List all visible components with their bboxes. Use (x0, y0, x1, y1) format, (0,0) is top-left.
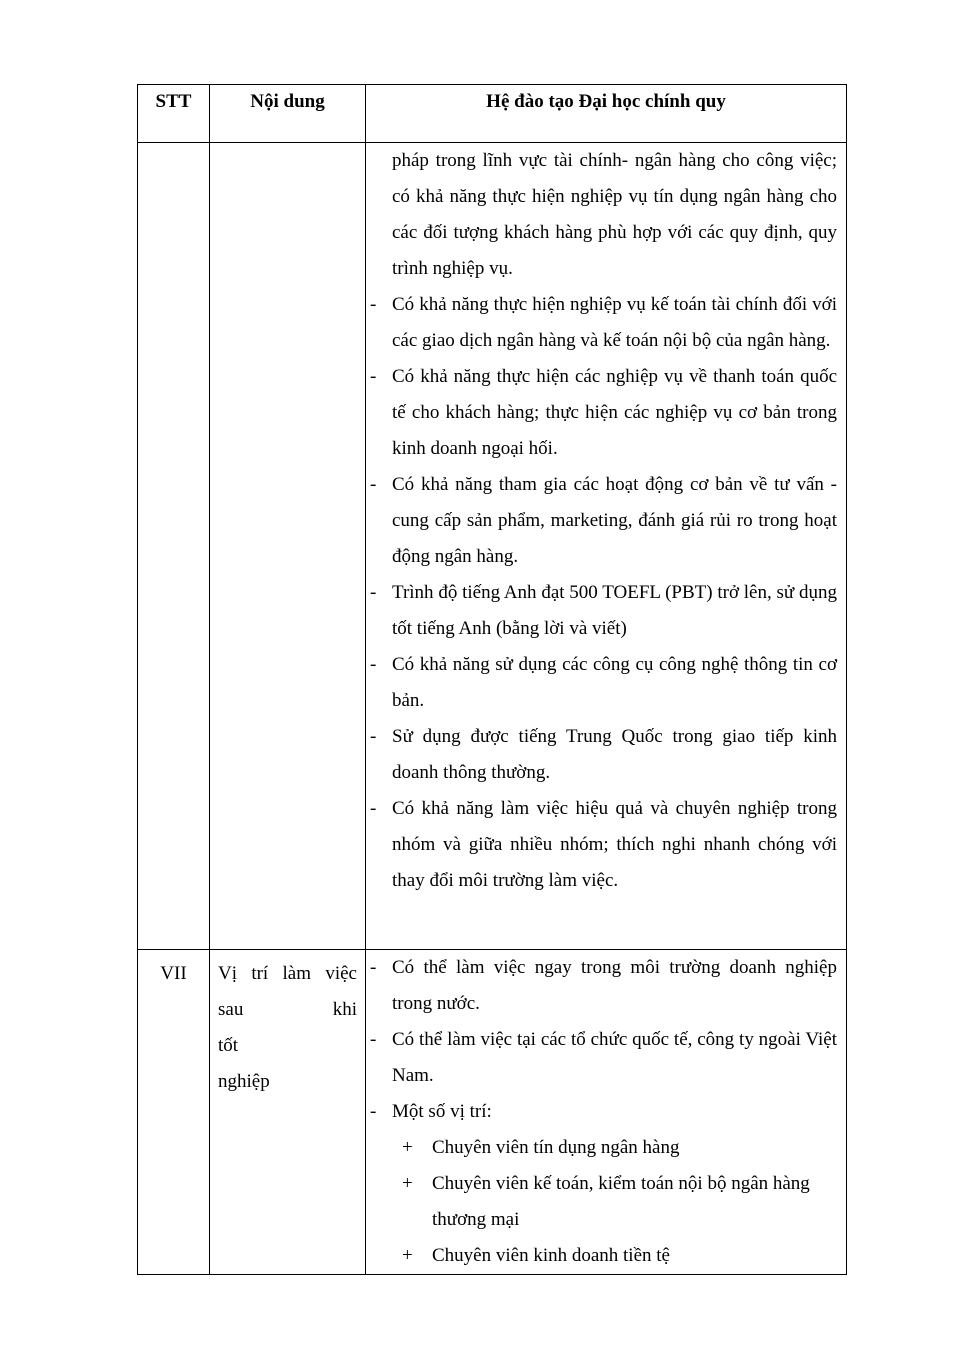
content-line: sau khi tốt (218, 999, 357, 1056)
row1-stt (138, 143, 210, 950)
header-stt: STT (138, 85, 210, 143)
program-table (137, 84, 847, 1275)
content-line: nghiệp (218, 1071, 270, 1092)
header-content: Nội dung (210, 85, 366, 143)
list-item: - Có thể làm việc ngay trong môi trường doanh nghiệp trong nước. (370, 957, 837, 1014)
list-item: - Có khả năng tham gia các hoạt động cơ bản về tư vấn - cung cấp sản phẩm, marketing, đánh giá rủi ro trong hoạt động ngân hàng. (370, 474, 837, 567)
table-row (138, 950, 847, 1275)
header-program: Hệ đào tạo Đại học chính quy (366, 85, 847, 143)
row2-stt: VII (138, 950, 210, 1275)
sub-list-item: + Chuyên viên kế toán, kiểm toán nội bộ ngân hàng thương mại (402, 1173, 810, 1230)
list-item: - Có khả năng thực hiện các nghiệp vụ về thanh toán quốc tế cho khách hàng; thực hiện các nghiệp vụ cơ bản trong kinh doanh ngoại hối. (370, 366, 837, 459)
row1-program-cell (366, 143, 847, 950)
content-line: Vị trí làm việc (218, 963, 357, 984)
row2-program-cell (366, 950, 847, 1275)
list-item: - Có khả năng thực hiện nghiệp vụ kế toán tài chính đối với các giao dịch ngân hàng và kế toán nội bộ của ngân hàng. (370, 294, 837, 351)
list-item: - Sử dụng được tiếng Trung Quốc trong giao tiếp kinh doanh thông thường. (370, 726, 837, 783)
sub-list-item: + Chuyên viên kinh doanh tiền tệ (402, 1245, 670, 1266)
list-item: - Có khả năng sử dụng các công cụ công nghệ thông tin cơ bản. (370, 654, 837, 711)
list-item: - Có khả năng làm việc hiệu quả và chuyên nghiệp trong nhóm và giữa nhiều nhóm; thích nghi nhanh chóng với thay đổi môi trường làm việc. (370, 798, 837, 891)
table-row (138, 143, 847, 950)
table-header-row (138, 85, 847, 143)
list-item: - Trình độ tiếng Anh đạt 500 TOEFL (PBT) trở lên, sử dụng tốt tiếng Anh (bằng lời và viết) (370, 582, 837, 639)
row1-content (210, 143, 366, 950)
continuation-paragraph: pháp trong lĩnh vực tài chính- ngân hàng cho công việc; có khả năng thực hiện nghiệp vụ tín dụng ngân hàng cho các đối tượng khách hàng phù hợp với các quy định, quy trình nghiệp vụ. (392, 150, 837, 279)
list-item: - Có thể làm việc tại các tổ chức quốc tế, công ty ngoài Việt Nam. (370, 1029, 837, 1086)
sub-list-item: + Chuyên viên tín dụng ngân hàng (402, 1137, 680, 1158)
row2-content (210, 950, 366, 1275)
list-item: - Một số vị trí: (370, 1101, 492, 1122)
